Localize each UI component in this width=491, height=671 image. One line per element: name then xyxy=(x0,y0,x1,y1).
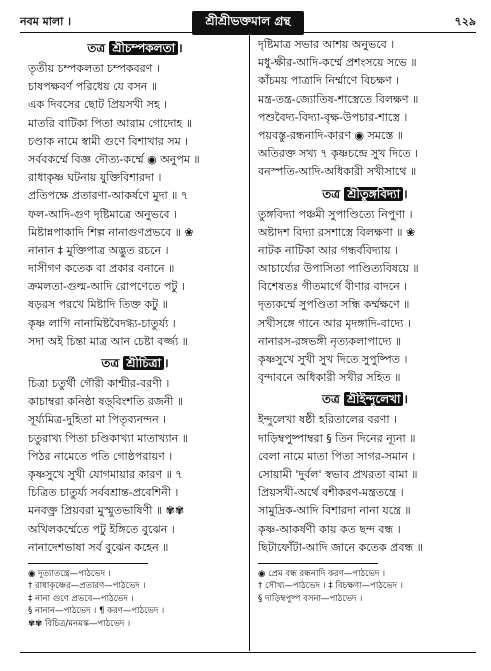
verse-line: মন্ত্র-তন্ত্র-জ্যোতিষ-শাস্ত্রেতে বিলক্ষণ ॥ xyxy=(258,92,419,106)
footnotes-left xyxy=(28,568,242,631)
footnote: § নানান—পাঠভেদ । ¶ করণ—পাঠভেদ । xyxy=(28,606,165,617)
verse-line: মাতরি বাটিকা পিতা আরাম গোদোহ ॥ xyxy=(28,116,193,130)
verse-line: কৃষ্ণ লাগি নানামিষ্টবৈদগ্ধ্য-চাতুর্য্য । xyxy=(28,316,176,330)
column-divider xyxy=(249,34,250,651)
verse-block-tungavidya xyxy=(258,206,472,388)
heading-prefix: তত্র xyxy=(87,41,106,55)
verse-line: আচার্য্যের উপাসিতা পাণ্ডিত্যবিষয়ে ॥ xyxy=(258,262,419,276)
verse-line: ক্রমলতা-গুল্ম-আদি রোপণেতে পটু । xyxy=(28,280,185,294)
verse-line: মিষ্টান্নপাকাদি শিল্প নানাগুণপ্রভবে ॥ ❀ xyxy=(28,225,194,239)
verse-line: নাটক নাটিকা আর গন্ধর্ববিদ্যায় । xyxy=(258,243,398,257)
heading-suffix: । xyxy=(164,356,169,370)
section-heading-champakalata xyxy=(28,36,242,60)
heading-highlight: শ্রীতুঙ্গবিদ্যা xyxy=(344,187,403,201)
chapter-label: নবম মালা । xyxy=(20,15,72,28)
page-header xyxy=(20,10,476,32)
verse-line: কাচাম্বরা কনিষ্ঠা ষড়্‌বিংশতি রজনী ॥ xyxy=(28,395,184,409)
verse-line: ফল-আদি-গুণ দৃষ্টিমাত্রে অনুভবে । xyxy=(28,207,177,221)
footnote: † সৌখ্য—পাঠভেদ । ‡ বিচক্ষণা—পাঠভেদ । xyxy=(258,581,403,592)
verse-line: ইন্দুলেখা ষষ্ঠী হরিতালের বরণা । xyxy=(258,413,397,427)
verse-line: চিত্রা চতুর্থী গৌরী কাশ্মীর-বরণী । xyxy=(28,377,170,390)
footnote-rule xyxy=(28,563,148,564)
heading-prefix: তত্র xyxy=(322,186,341,201)
footnote: † রাধাকৃষ্ণের—প্রতারণ—পাঠভেদ । xyxy=(28,581,146,592)
verse-line: পিঠর নামেতে পতি গোষ্ঠপরায়ণ । xyxy=(28,449,173,463)
verse-block-chitra-continued xyxy=(258,36,472,182)
verse-line: বৃন্দাবনে অধিকারী সখীর সহিত ॥ xyxy=(258,371,401,385)
heading-suffix: । xyxy=(403,392,409,407)
right-column xyxy=(258,36,472,605)
verse-line: কৃষ্ণসুখে সুখী যোগমায়ার কারণ ॥ ৭ xyxy=(28,467,183,481)
verse-line: দাসীগণ কতেক বা প্রকার বনানে ॥ xyxy=(28,262,175,276)
verse-line: মনবক্ত্র প্রিয়বরা মুস্মুতভাষিণী ॥ ✾✾ xyxy=(28,504,185,518)
section-heading-tungavidya xyxy=(258,182,472,206)
footnote: ◉ দূত্যাতন্ত্রে—পাঠভেদ । xyxy=(28,568,111,579)
verse-line: এক দিবসের ছোট প্রিয়সখী সহ । xyxy=(28,98,168,112)
running-title: শ্রীশ্রীভক্তমাল গ্রন্থ xyxy=(192,11,305,35)
verse-line: সদা অই চিন্তা মাত্র আন চেষ্টা বৰ্জ্জ্য ॥ xyxy=(28,334,188,348)
heading-suffix: । xyxy=(178,41,183,55)
verse-line: ষড়রস পরখে মিষ্টাদি তিক্ত কটু ॥ xyxy=(28,298,168,312)
verse-line: সোয়ামী 'দুর্বল' স্বভাব প্রখরতা বামা ॥ xyxy=(258,467,418,481)
verse-line: দৃষ্টিমাত্র সভার আশয় অনুভবে । xyxy=(258,38,395,51)
verse-line: নানারস-রঙ্গভঙ্গী নৃত্যকলাপাদ্যে ॥ xyxy=(258,334,402,348)
verse-line: কৃষ্ণসুখে সুখী সুখ দিতে সুপুষ্পিত । xyxy=(258,353,408,366)
verse-line: কাঁচময় পাত্রাদি নির্ম্মাণে বিচক্ষণ । xyxy=(258,74,400,88)
heading-highlight: শ্রীইন্দুলেখা xyxy=(344,392,403,406)
heading-suffix: । xyxy=(403,186,408,201)
footnote: ‡ নানা গুণে প্রভবে—পাঠভেদ । xyxy=(28,593,134,604)
verse-line: নানান ‡ মুক্তিপাত্র অদ্ভুত রচনে । xyxy=(28,243,169,257)
verse-line: চিত্রিত চাতুর্য্য সর্ববশ্রান্ত-প্রবেশিনী । xyxy=(28,486,179,500)
verse-line: বিশেষতঃ গীতমার্গে বীণার বাদনে । xyxy=(258,280,408,294)
verse-line: সামুদ্রিক-আদি বিশারদা নানা যন্ত্রে ॥ xyxy=(258,504,411,518)
verse-line: অখিলকর্ম্মেতে পটু ইঙ্গিতে বুঝেন । xyxy=(28,522,175,536)
verse-line: ছিটাফোঁটা-আদি জানে কতেক প্রবন্ধ ॥ xyxy=(258,540,423,554)
footer-rule xyxy=(20,652,476,653)
verse-line: নানাদেশভাষা সর্ব বুঝেন কহেন ॥ xyxy=(28,540,169,554)
section-heading-indulekha xyxy=(258,387,472,411)
verse-line: দৃত্যকর্ম্মে সুপণ্ডিতা সন্ধি কর্ম্মক্ষণে ॥ xyxy=(258,298,410,312)
verse-block-indulekha xyxy=(258,411,472,557)
footnote: § দাড়িম্বপুষ্প বসনা—পাঠভেদ । xyxy=(258,593,363,604)
verse-line: সর্ববকর্ম্মে বিজ্ঞ দৌত্য-কর্ম্মে ◉ অনুপম ॥ xyxy=(28,152,200,166)
verse-line: সূর্য্যমিত্র-দুহিতা মা পিতৃব্যনন্দন । xyxy=(28,413,167,427)
verse-line: বনস্পতি-আদি-অধিকারী সখীসাথে ॥ xyxy=(258,165,417,179)
verse-line: কৃষ্ণ-আকর্ষণী কায় কত ছন্দ বন্ধ । xyxy=(258,522,401,536)
verse-line: দাড়িম্বপুষ্পাম্বরা § তিন দিনের ন্যূনা ॥ xyxy=(258,431,416,445)
verse-line: প্রিয়সখী-অর্থে বশীকরণ-মন্ত্রতন্ত্রে । xyxy=(258,486,404,500)
left-column xyxy=(28,36,242,630)
verse-block-chitra xyxy=(28,375,242,557)
page-number: ৭২৯ xyxy=(454,15,476,28)
footnote: ✾✾ বিচিত্র/মনমস্ক—পাঠভেদ । xyxy=(28,618,131,629)
verse-line: মধু-ক্ষীর-আদি-কর্ম্মে প্রশংসয়ে সভে ॥ xyxy=(258,56,417,70)
footnote: ◉ প্রেম বন্ধ রন্ধনাদি করণ—পাঠভেদ । xyxy=(258,568,386,579)
verse-line: তুঙ্গবিদ্যা পঞ্চমী সুপাণ্ডিত্যে নিপুণা । xyxy=(258,207,413,221)
verse-line: অষ্টাদশ বিদ্যা রসশাস্ত্রে বিলক্ষণা ॥ ❀ xyxy=(258,225,416,239)
heading-prefix: তত্র xyxy=(101,356,120,370)
header-rule xyxy=(20,32,476,33)
verse-line: প্রতিপক্ষে প্রতারণা-আকর্ষণে মুদা ॥ ৭ xyxy=(28,189,189,203)
verse-line: সখীসঙ্গে গানে আর মৃদঙ্গাদি-বাদ্যে । xyxy=(258,316,411,330)
verse-line: চণ্ডাক নামে স্বামী গুণে বিশাখার সম । xyxy=(28,134,189,148)
footnotes-right xyxy=(258,568,472,606)
verse-block-champakalata xyxy=(28,60,242,351)
footnote-rule xyxy=(258,563,378,564)
verse-line: অতিরক্ত সখ্য ৭ কৃষ্ণচন্দ্রে সুখ দিতে । xyxy=(258,147,419,161)
heading-highlight: শ্রীচম্পকলতা xyxy=(109,41,178,55)
verse-line: তৃতীয় চম্পকলতা চম্পকবরণ । xyxy=(28,62,160,75)
heading-highlight: শ্রীচিত্রা xyxy=(123,356,164,370)
verse-line: পশুবৈদ্য-বিদ্যা-বৃক্ষ-উপচার-শাস্ত্রে । xyxy=(258,110,408,124)
verse-line: চতুরাখ্য পিতা চণ্ডিকাখ্যা মাতাখ্যান ॥ xyxy=(28,431,188,445)
verse-line: পয়বস্তু-রন্ধনাদি-কারণ ◉ সমস্তে ॥ xyxy=(258,128,403,142)
heading-prefix: তত্র xyxy=(321,392,340,407)
section-heading-chitra xyxy=(28,351,242,375)
verse-line: চাষপক্ষবর্ণ পরিধেয় যে বসন ॥ xyxy=(28,80,158,94)
verse-line: বেলা নামে মাতা পিতা সাগর-সমান । xyxy=(258,449,416,463)
verse-line: রাধাকৃষ্ণ ঘটনায় যুক্তিবিশারদা । xyxy=(28,171,162,185)
